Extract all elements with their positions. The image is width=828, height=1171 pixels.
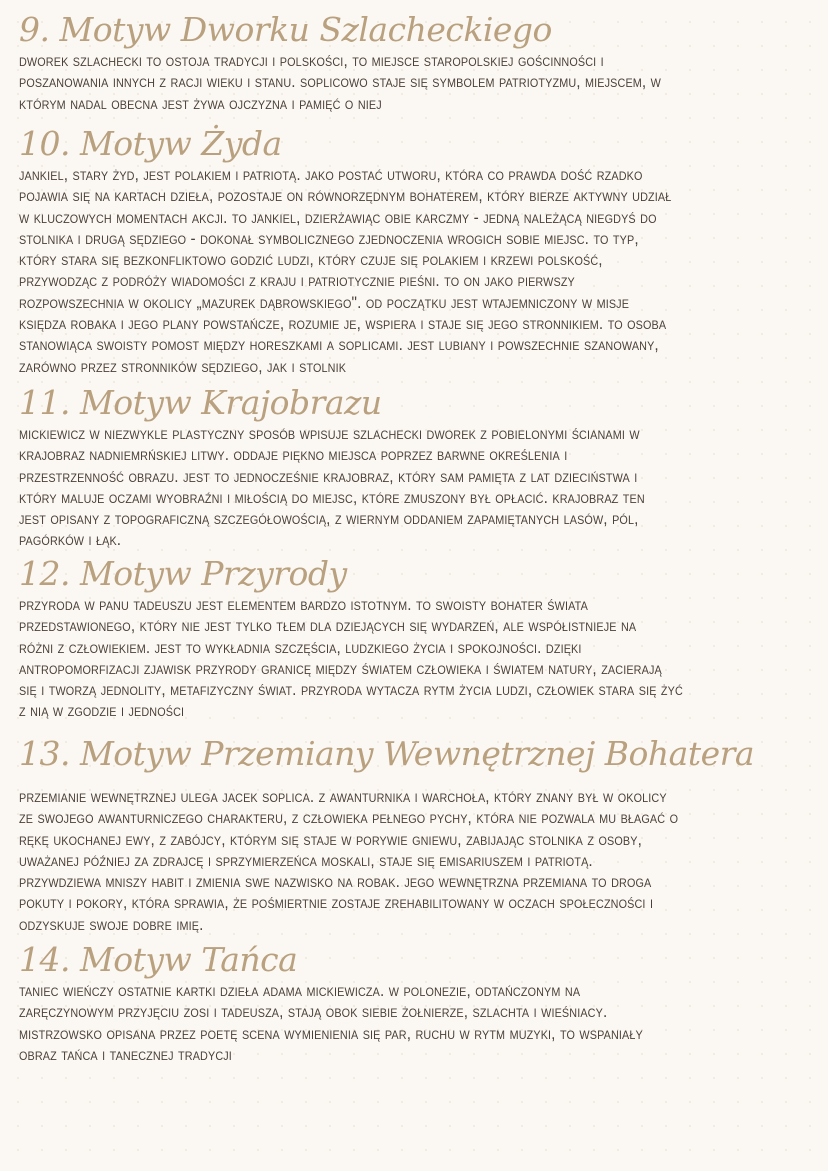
section-heading: 12. Motyw Przyrody [19, 554, 347, 593]
body-line: rozpowszechnia w okolicy „mazurek dąbrowskiego". od początku jest wtajemniczony w misje [19, 292, 630, 312]
body-line: różni z człowiekiem. jest to wykładnia szczęścia, ludzkiego życia i spokojności. dzięki [19, 637, 582, 657]
section-heading: 10. Motyw Żyda [19, 124, 282, 163]
section-body [19, 786, 819, 935]
section-heading: 14. Motyw Tańca [19, 940, 298, 979]
section-taniec [19, 940, 819, 1065]
section-przyroda [19, 554, 819, 722]
section-body [19, 50, 819, 114]
body-line: jankiel, stary żyd, jest polakiem i patriotą. jako postać utworu, która co prawda dość rzadko [19, 165, 643, 184]
body-line: który stara się bezkonfliktowo godzić ludzi, który czuje się polakiem i krzewi polskość, [19, 250, 603, 270]
section-body [19, 980, 819, 1065]
body-line: pokuty i pokory, która sprawia, że pośmiertnie zostaje zrehabilitowany w oczach społeczności i [19, 893, 654, 913]
body-line: pagórków i łąk. [19, 530, 122, 550]
body-line: taniec wieńczy ostatnie kartki dzieła adama mickiewicza. w polonezie, odtańczonym na [19, 981, 581, 1000]
body-line: przedstawionego, który nie jest tylko tłem dla dziejących się wydarzeń, ale współistnieje na [19, 616, 637, 636]
body-line: obraz tańca i tanecznej tradycji [19, 1044, 232, 1064]
body-line: poszanowania innych z racji wieku i stanu. soplicowo staje się symbolem patriotyzmu, miejscem, w [19, 72, 662, 92]
body-line: mickiewicz w niezwykle plastyczny sposób wpisuje szlachecki dworek z pobielonymi ścianami w [19, 424, 640, 443]
body-line: jest opisany z topograficzną szczegółowością, z wiernym oddaniem zapamiętanych lasów, pól, [19, 509, 639, 529]
body-line: antropomorfizacji zjawisk przyrody granicę między światem człowieka i światem natury, zacierają [19, 658, 662, 678]
body-line: przyroda w panu tadeuszu jest elementem bardzo istotnym. to swoisty bohater świata [19, 595, 588, 614]
body-line: z nią w zgodzie i jedności [19, 701, 185, 721]
body-line: którym nadal obecna jest żywa ojczyzna i pamięć o niej [19, 93, 382, 113]
section-body [19, 164, 819, 377]
section-body [19, 423, 819, 551]
body-line: mistrzowsko opisana przez poetę scena wymienienia się par, ruchu w rytm muzyki, to wspaniały [19, 1023, 643, 1043]
body-line: w kluczowych momentach akcji. to jankiel, dzierżawiąc obie karczmy - jedną należącą niegdyś do [19, 207, 657, 227]
body-line: odzyskuje swoje dobre imię. [19, 914, 204, 934]
body-line: uważanej później za zdrajcę i sprzymierzeńca moskali, staje się emisariuszem i patriotą. [19, 850, 593, 870]
body-line: przemianie wewnętrznej ulega jacek soplica. z awanturnika i warchoła, który znany był w okolicy [19, 787, 667, 806]
body-line: stanowiąca swoisty pomost między horeszkami a soplicami. jest lubiany i powszechnie szanowany, [19, 335, 659, 355]
body-line: zaręczynowym przyjęciu zosi i tadeusza, stają obok siebie żołnierze, szlachta i wieśniacy. [19, 1002, 608, 1022]
body-line: zarówno przez stronników sędziego, jak i stolnik [19, 356, 347, 376]
body-line: dworek szlachecki to ostoja tradycji i polskości, to miejsce staropolskiej gościnności i [19, 51, 604, 70]
section-krajobraz [19, 383, 819, 551]
body-line: księdza robaka i jego plany powstańcze, rozumie je, wspiera i staje się jego stronnikiem. to osoba [19, 314, 667, 334]
section-zyd [19, 124, 819, 377]
body-line: pojawia się na kartach dzieła, pozostaje on równorzędnym bohaterem, który bierze aktywny udział [19, 186, 672, 206]
section-heading: 11. Motyw Krajobrazu [19, 383, 382, 422]
body-line: przywodząc z podróży wiadomości z kraju i patriotycznie pieśni. to on jako pierwszy [19, 271, 575, 291]
body-line: krajobraz nadniemrńskiej litwy. oddaje piękno miejsca poprzez barwne określenia i [19, 445, 568, 465]
body-line: stolnika i drugą sędziego - dokonał symbolicznego zjednoczenia wrogich sobie miejsc. to typ, [19, 228, 639, 248]
body-line: który maluje oczami wyobraźni i miłością do miejsc, które zmuszony był opłacić. krajobraz ten [19, 487, 645, 507]
section-body [19, 594, 819, 722]
section-heading: 9. Motyw Dworku Szlacheckiego [19, 10, 552, 49]
body-line: przestrzenność obrazu. jest to jednocześnie krajobraz, który sam pamięta z lat dzieciństwa i [19, 466, 638, 486]
body-line: przywdziewa mniszy habit i zmienia swe nazwisko na robak. jego wewnętrzna przemiana to droga [19, 872, 652, 892]
section-przemiana [19, 734, 819, 935]
body-line: ze swojego awanturniczego charakteru, z człowieka pełnego pychy, która nie pozwala mu błagać o [19, 808, 679, 828]
section-dworek [19, 10, 819, 114]
body-line: rękę ukochanej ewy, z zabójcy, którym się staje w porywie gniewu, zabijając stolnika z osoby, [19, 829, 642, 849]
body-line: się i tworzą jednolity, metafizyczny świat. przyroda wytacza rytm życia ludzi, człowiek stara się żyć [19, 680, 683, 700]
section-heading: 13. Motyw Przemiany Wewnętrznej Bohatera [19, 734, 755, 773]
